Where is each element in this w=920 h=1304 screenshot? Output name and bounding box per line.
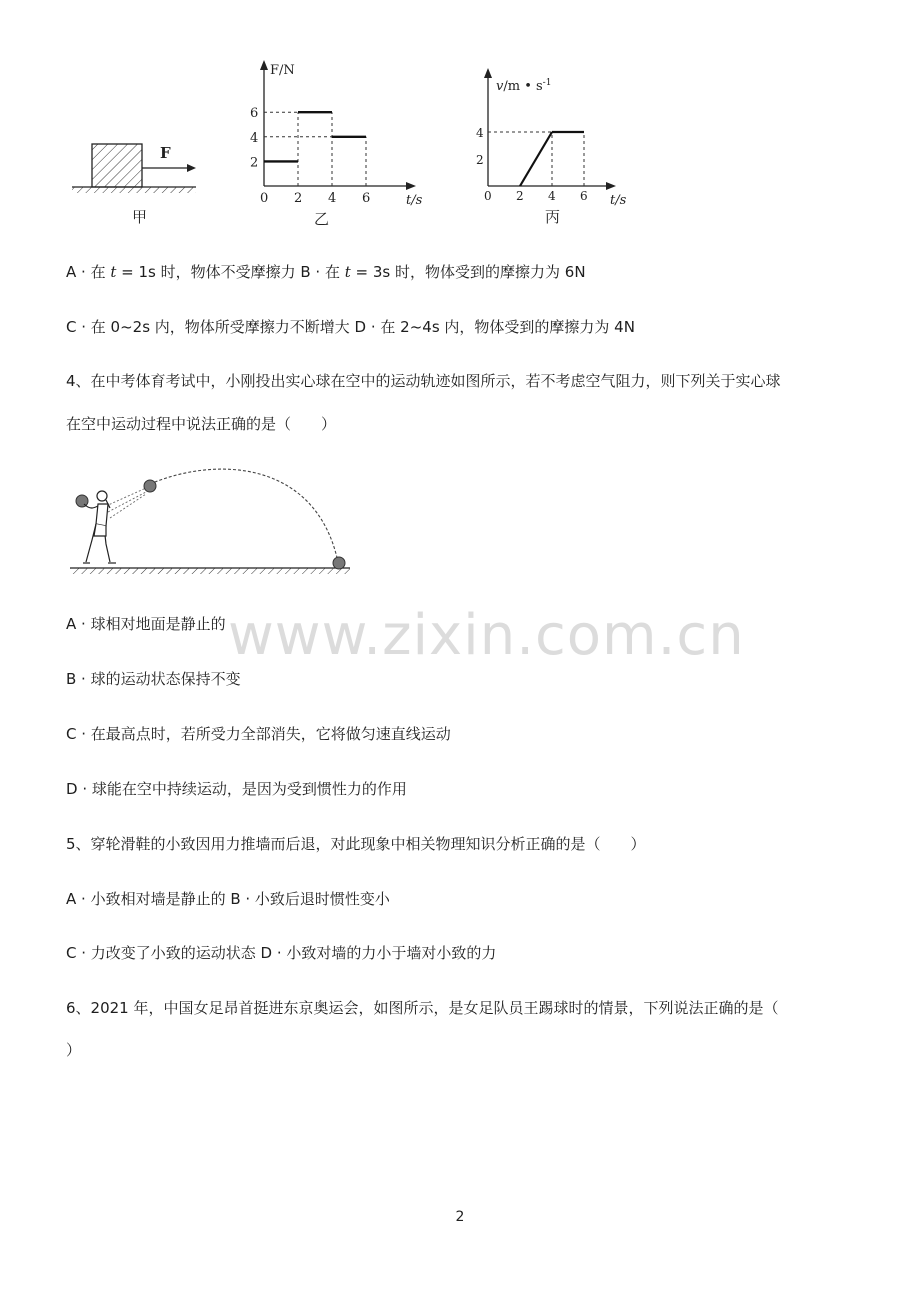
motion-line [110, 494, 146, 518]
trajectory-curve [150, 469, 338, 562]
q5-options-line-1: A · 小致相对墙是静止的 B · 小致后退时惯性变小 [66, 890, 390, 908]
x-tick-label: 2 [516, 189, 524, 203]
x-axis-label: t/s [406, 193, 423, 208]
q3-options-line-2: C · 在 0~2s 内，物体所受摩擦力不断增大 D · 在 2~4s 内，物体受到的摩擦力为 4N [66, 318, 635, 336]
y-tick-label: 2 [250, 155, 259, 171]
motion-line [108, 492, 146, 512]
ball-landed [333, 557, 345, 569]
figure-block-force [66, 136, 216, 228]
x-tick-label: 0 [484, 189, 492, 203]
x-axis-arrow [606, 182, 616, 190]
x-tick-label: 4 [328, 191, 337, 206]
figure-force-time-graph [246, 58, 432, 230]
x-tick-label: 2 [294, 191, 303, 206]
q4-option-c: C · 在最高点时，若所受力全部消失，它将做匀速直线运动 [66, 725, 451, 743]
ground-hatch [70, 568, 350, 574]
x-axis-label: t/s [610, 193, 627, 208]
ground-hatch [72, 187, 196, 193]
q4-option-d: D · 球能在空中持续运动，是因为受到惯性力的作用 [66, 780, 407, 798]
y-axis-arrow [484, 68, 492, 78]
q6-stem-line-1: 6、2021 年，中国女足昂首挺进东京奥运会，如图所示，是女足队员王踢球时的情景，下列说法正确的是（ [66, 999, 779, 1017]
arrow-head [187, 164, 196, 172]
figure-velocity-time-graph [470, 64, 640, 230]
page-number: 2 [455, 1209, 465, 1225]
velocity-segment [520, 132, 552, 186]
x-tick-label: 6 [580, 189, 588, 203]
graph-b-ticks [250, 106, 370, 206]
q5-options-line-2: C · 力改变了小致的运动状态 D · 小致对墙的力小于墙对小致的力 [66, 944, 497, 962]
q4-stem-line-2: 在空中运动过程中说法正确的是（ ） [66, 415, 337, 433]
watermark: www.zixin.com.cn [228, 603, 745, 668]
q6-stem-line-2: ） [66, 1041, 82, 1059]
y-axis-label: F/N [270, 63, 295, 78]
y-tick-label: 4 [476, 126, 484, 140]
ball-in-air [144, 480, 156, 492]
q4-stem-line-1: 4、在中考体育考试中，小刚投出实心球在空中的运动轨迹如图所示，若不考虑空气阻力，则下列关于实心球 [66, 372, 781, 390]
y-axis-label: v/m • $s^{-1}$ [496, 78, 552, 94]
x-tick-label: 6 [362, 191, 371, 206]
q5-stem: 5、穿轮滑鞋的小致因用力推墙而后退，对此现象中相关物理知识分析正确的是（ ） [66, 835, 646, 853]
q4-option-b: B · 球的运动状态保持不变 [66, 670, 241, 688]
x-axis-arrow [406, 182, 416, 190]
x-tick-label: 0 [260, 191, 269, 206]
caption-jia: 甲 [132, 208, 148, 226]
y-tick-label: 4 [250, 130, 259, 146]
q4-option-a: A · 球相对地面是静止的 [66, 615, 226, 633]
y-tick-label: 6 [250, 106, 259, 122]
motion-line [106, 488, 146, 506]
force-label: F [160, 144, 171, 162]
y-tick-label: 2 [476, 153, 484, 167]
x-tick-label: 4 [548, 189, 556, 203]
block [92, 144, 142, 187]
caption-yi: 乙 [314, 210, 330, 228]
graph-b-guides [264, 112, 366, 186]
y-axis-arrow [260, 60, 268, 70]
figure-shot-put-trajectory [66, 462, 356, 580]
caption-bing: 丙 [545, 208, 561, 226]
q3-options-line-1: A · 在 t = 1s 时，物体不受摩擦力 B · 在 t = 3s 时，物体受到的摩擦力为 6N [66, 263, 586, 281]
